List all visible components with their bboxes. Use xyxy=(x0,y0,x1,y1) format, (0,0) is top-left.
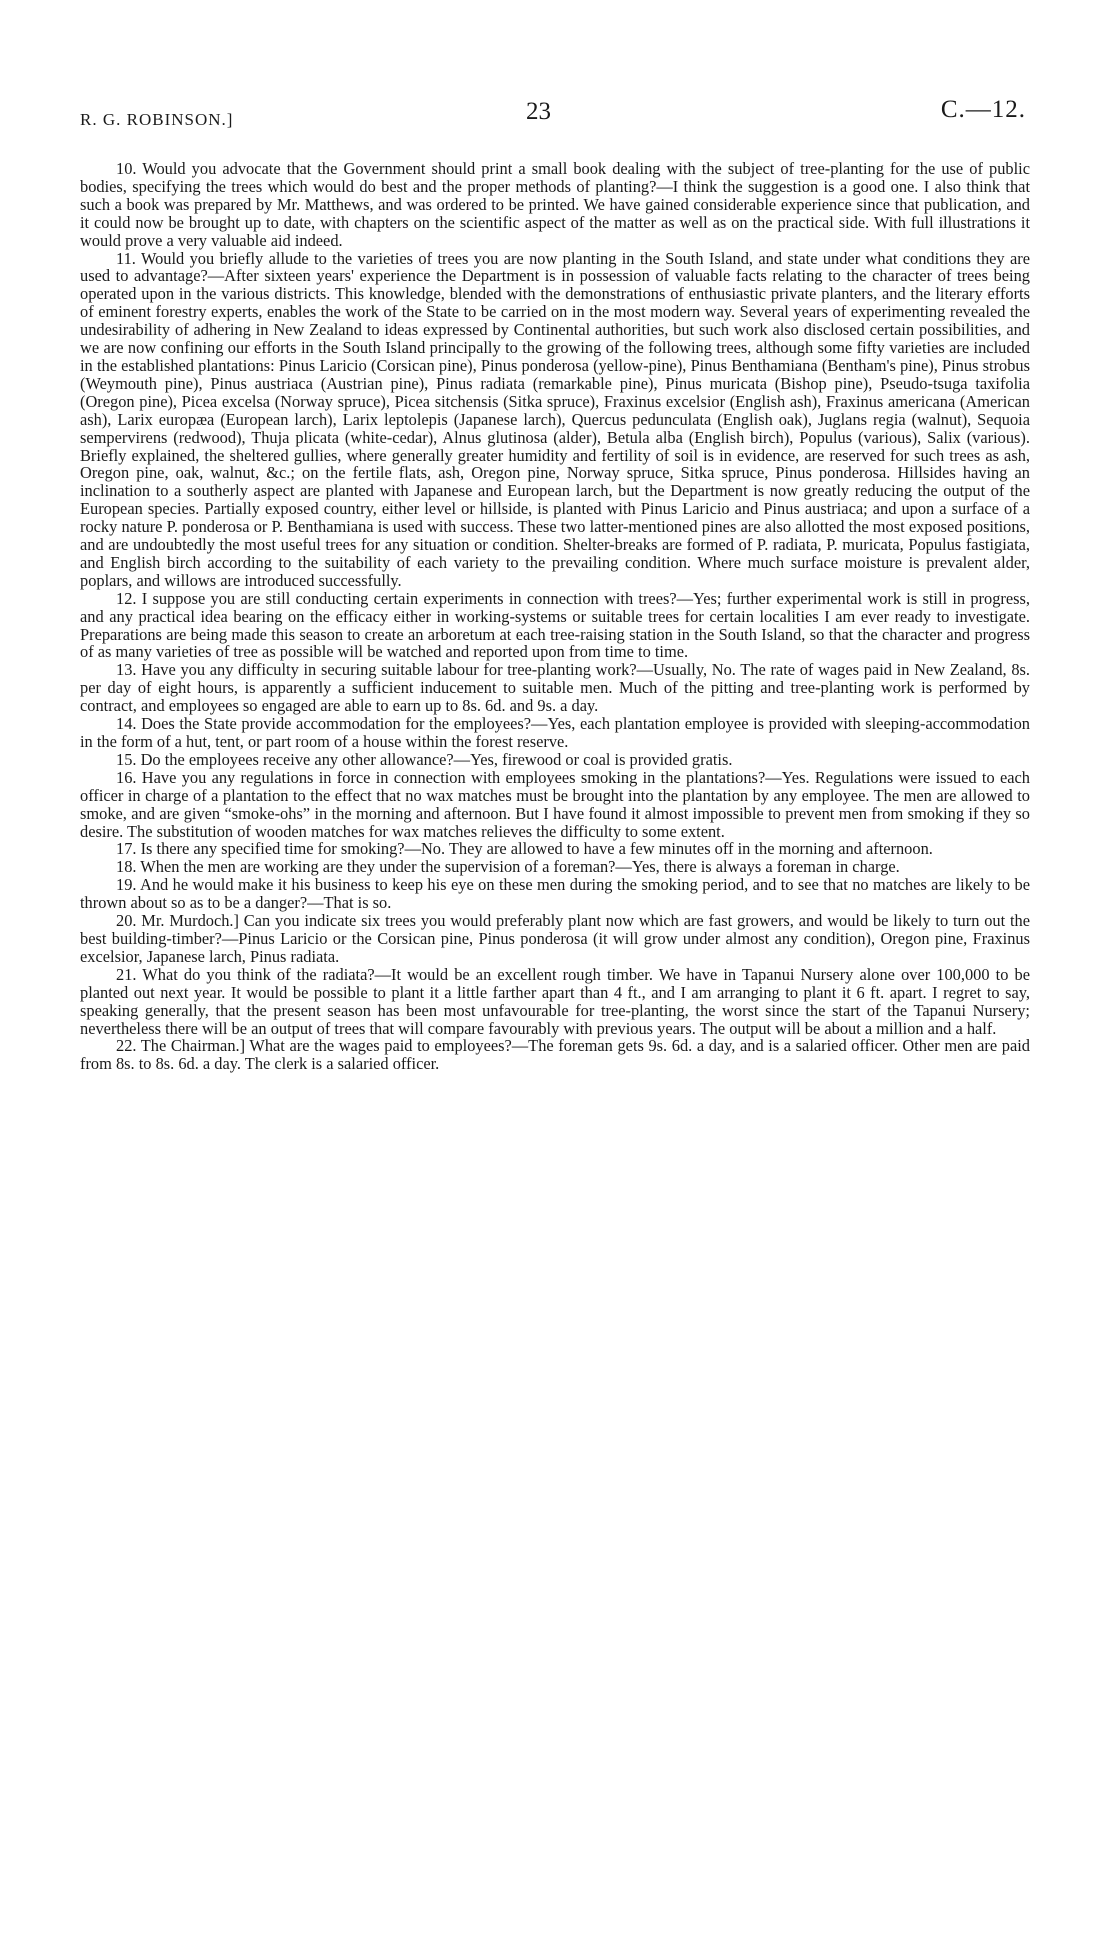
document-body xyxy=(80,160,1030,1073)
page-number: 23 xyxy=(526,98,551,125)
paragraph-q10: 10. Would you advocate that the Government should print a small book dealing with the subject of tree-planting for the use of public bodies, specifying the trees which would do best and the proper methods of planting?—I think the suggestion is a good one. I also think that such a book was prepared by Mr. Matthews, and was ordered to be printed. We have gained considerable experience since that publication, and it could now be brought up to date, with chapters on the scientific aspect of the matter as well as on the practical side. With full illustrations it would prove a very valuable aid indeed. xyxy=(80,159,1030,250)
paragraph-q21: 21. What do you think of the radiata?—It would be an excellent rough timber. We have in Tapanui Nursery alone over 100,000 to be planted out next year. It would be possible to plant it a little farther apart than 4 ft., and I am arranging to plant it 6 ft. apart. I regret to say, speaking generally, that the present season has been most unfavourable for tree-planting, the worst since the start of the Tapanui Nursery; nevertheless there will be an output of trees that will compare favourably with previous years. The output will be about a million and a half. xyxy=(80,964,1030,1038)
paragraph-q16: 16. Have you any regulations in force in connection with employees smoking in the plantations?—Yes. Regulations were issued to each officer in charge of a plantation to the effect that no wax matches must be brought into the plantation by any employee. The men are allowed to smoke, and are given “smoke-ohs” in the morning and afternoon. But I have found it almost impossible to prevent men from smoking if they so desire. The substitution of wooden matches for wax matches relieves the difficulty to some extent. xyxy=(80,767,1030,841)
page-header xyxy=(80,92,1030,132)
paragraph-q14: 14. Does the State provide accommodation for the employees?—Yes, each plantation employee is provided with sleeping-accommodation in the form of a hut, tent, or part room of a house within the forest reserve. xyxy=(80,714,1030,751)
paragraph-q11: 11. Would you briefly allude to the varieties of trees you are now planting in the South Island, and state under what conditions they are used to advantage?—After sixteen years' experience the Department is in possession of valuable facts relating to the character of trees being operated upon in the various districts. This knowledge, blended with the demonstrations of enthusiastic private planters, and the literary efforts of eminent forestry experts, enables the work of the State to be carried on in the most modern way. Several years of experimenting revealed the undesirability of adhering in New Zealand to ideas expressed by Continental authorities, but such work also disclosed certain possibilities, and we are now confining our efforts in the South Island principally to the growing of the following trees, although some fifty varieties are included in the established plantations: Pinus Laricio (Corsican pine), Pinus ponderosa (yellow-pine), Pinus Benthamiana (Bentham's pine), Pinus strobus (Weymouth pine), Pinus austriaca (Austrian pine), Pinus radiata (remarkable pine), Pinus muricata (Bishop pine), Pseudo-tsuga taxifolia (Oregon pine), Picea excelsa (Norway spruce), Picea sitchensis (Sitka spruce), Fraxinus excelsior (English ash), Fraxinus americana (American ash), Larix europæa (European larch), Larix leptolepis (Japanese larch), Quercus pedunculata (English oak), Juglans regia (walnut), Sequoia sempervirens (redwood), Thuja plicata (white-cedar), Alnus glutinosa (alder), Betula alba (English birch), Populus (various), Salix (various). Briefly explained, the sheltered gullies, where generally greater humidity and fertility of soil is in evidence, are reserved for such trees as ash, Oregon pine, oak, walnut, &c.; on the fertile flats, ash, Oregon pine, Norway spruce, Sitka spruce, Pinus ponderosa. Hillsides having an inclination to a southerly aspect are planted with Japanese and European larch, but the Department is now greatly reducing the output of the European species. Partially exposed country, either level or hillside, is planted with Pinus Laricio and Pinus austriaca; and upon a surface of a rocky nature P. ponderosa or P. Benthamiana is used with success. These two latter-mentioned pines are also allotted the most exposed positions, and are undoubtedly the most useful trees for any situation or condition. Shelter-breaks are formed of P. radiata, P. muricata, Populus fastigiata, and English birch according to the suitability of each variety to the prevailing condition. Where much surface moisture is prevalent alder, poplars, and willows are introduced successfully. xyxy=(80,248,1030,590)
paragraph-q18: 18. When the men are working are they under the supervision of a foreman?—Yes, there is always a foreman in charge. xyxy=(116,857,900,877)
paragraph-q15: 15. Do the employees receive any other allowance?—Yes, firewood or coal is provided gratis. xyxy=(116,749,733,769)
paragraph-q19: 19. And he would make it his business to keep his eye on these men during the smoking period, and to see that no matches are likely to be thrown about so as to be a danger?—That is so. xyxy=(80,875,1030,913)
document-code: C.—12. xyxy=(940,96,1026,123)
paragraph-q20: 20. Mr. Murdoch.] Can you indicate six trees you would preferably plant now which are fast growers, and would be likely to turn out the best building-timber?—Pinus Laricio or the Corsican pine, Pinus ponderosa (it will grow under almost any condition), Oregon pine, Fraxinus excelsior, Japanese larch, Pinus radiata. xyxy=(80,911,1030,966)
witness-name: R. G. ROBINSON.] xyxy=(80,110,234,129)
paragraph-q13: 13. Have you any difficulty in securing suitable labour for tree-planting work?—Usually, No. The rate of wages paid in New Zealand, 8s. per day of eight hours, is apparently a sufficient inducement to suitable men. Much of the pitting and tree-planting work is performed by contract, and employees so engaged are able to earn up to 8s. 6d. and 9s. a day. xyxy=(80,660,1030,716)
paragraph-q12: 12. I suppose you are still conducting certain experiments in connection with trees?—Yes; further experimental work is still in progress, and any practical idea bearing on the efficacy either in working-systems or suitable trees for certain localities I am ever ready to investigate. Preparations are being made this season to create an arboretum at each tree-raising station in the South Island, so that the character and progress of as many varieties of tree as possible will be watched and reported upon from time to time. xyxy=(80,588,1030,662)
paragraph-q22: 22. The Chairman.] What are the wages paid to employees?—The foreman gets 9s. 6d. a day, and is a salaried officer. Other men are paid from 8s. to 8s. 6d. a day. The clerk is a salaried officer. xyxy=(80,1036,1030,1074)
paragraph-q17: 17. Is there any specified time for smoking?—No. They are allowed to have a few minutes off in the morning and afternoon. xyxy=(116,839,933,859)
